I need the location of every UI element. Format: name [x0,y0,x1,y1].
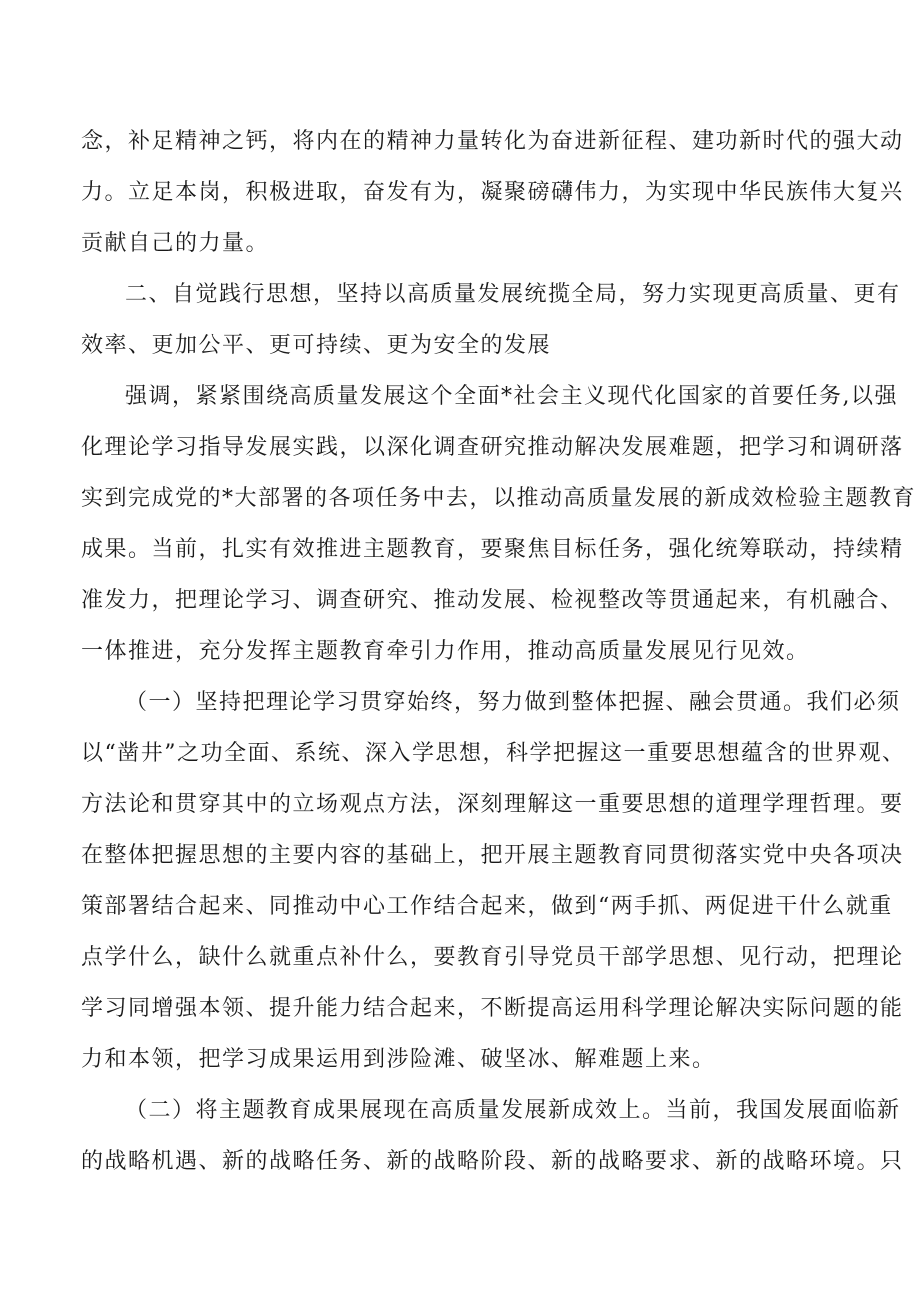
text-line: 准发力，把理论学习、调查研究、推动发展、检视整改等贯通起来，有机融合、 [81,588,904,613]
text-line: 念，补足精神之钙，将内在的精神力量转化为奋进新征程、建功新时代的强大动 [81,129,904,154]
text-line: 贡献自己的力量。 [81,231,270,256]
text-line: （二）将主题教育成果展现在高质量发展新成效上。当前，我国发展面临新 [125,1098,901,1123]
text-line: 点学什么，缺什么就重点补什么，要教育引导党员干部学思想、见行动，把理论 [81,945,904,970]
text-line: 策部署结合起来、同推动中心工作结合起来，做到“两手抓、两促进干什么就重 [81,894,893,919]
text-line: （一）坚持把理论学习贯穿始终，努力做到整体把握、融会贯通。我们必须 [125,690,901,715]
text-line: 力。立足本岗，积极进取，奋发有为，凝聚磅礴伟力，为实现中华民族伟大复兴 [81,180,904,205]
text-line: 的战略机遇、新的战略任务、新的战略阶段、新的战略要求、新的战略环境。只 [81,1149,904,1174]
text-line: 方法论和贯穿其中的立场观点方法，深刻理解这一重要思想的道理学理哲理。要 [81,792,904,817]
text-line: 力和本领，把学习成果运用到涉险滩、破坚冰、解难题上来。 [81,1047,716,1072]
text-line: 强调，紧紧围绕高质量发展这个全面*社会主义现代化国家的首要任务,以强 [125,384,898,409]
text-line: 以“凿井”之功全面、系统、深入学思想，科学把握这一重要思想蕴含的世界观、 [81,741,906,766]
text-line: 实到完成党的*大部署的各项任务中去，以推动高质量发展的新成效检验主题教育 [81,486,917,511]
text-line: 学习同增强本领、提升能力结合起来，不断提高运用科学理论解决实际问题的能 [81,996,904,1021]
section-heading-line: 二、自觉践行思想，坚持以高质量发展统揽全局，努力实现更高质量、更有 [125,282,901,307]
text-line: 在整体把握思想的主要内容的基础上，把开展主题教育同贯彻落实党中央各项决 [81,843,904,868]
section-heading-line: 效率、更加公平、更可持续、更为安全的发展 [81,333,552,358]
text-line: 化理论学习指导发展实践，以深化调查研究推动解决发展难题，把学习和调研落 [81,435,904,460]
text-line: 成果。当前，扎实有效推进主题教育，要聚焦目标任务，强化统筹联动，持续精 [81,537,904,562]
text-line: 一体推进，充分发挥主题教育牵引力作用，推动高质量发展见行见效。 [81,639,810,664]
